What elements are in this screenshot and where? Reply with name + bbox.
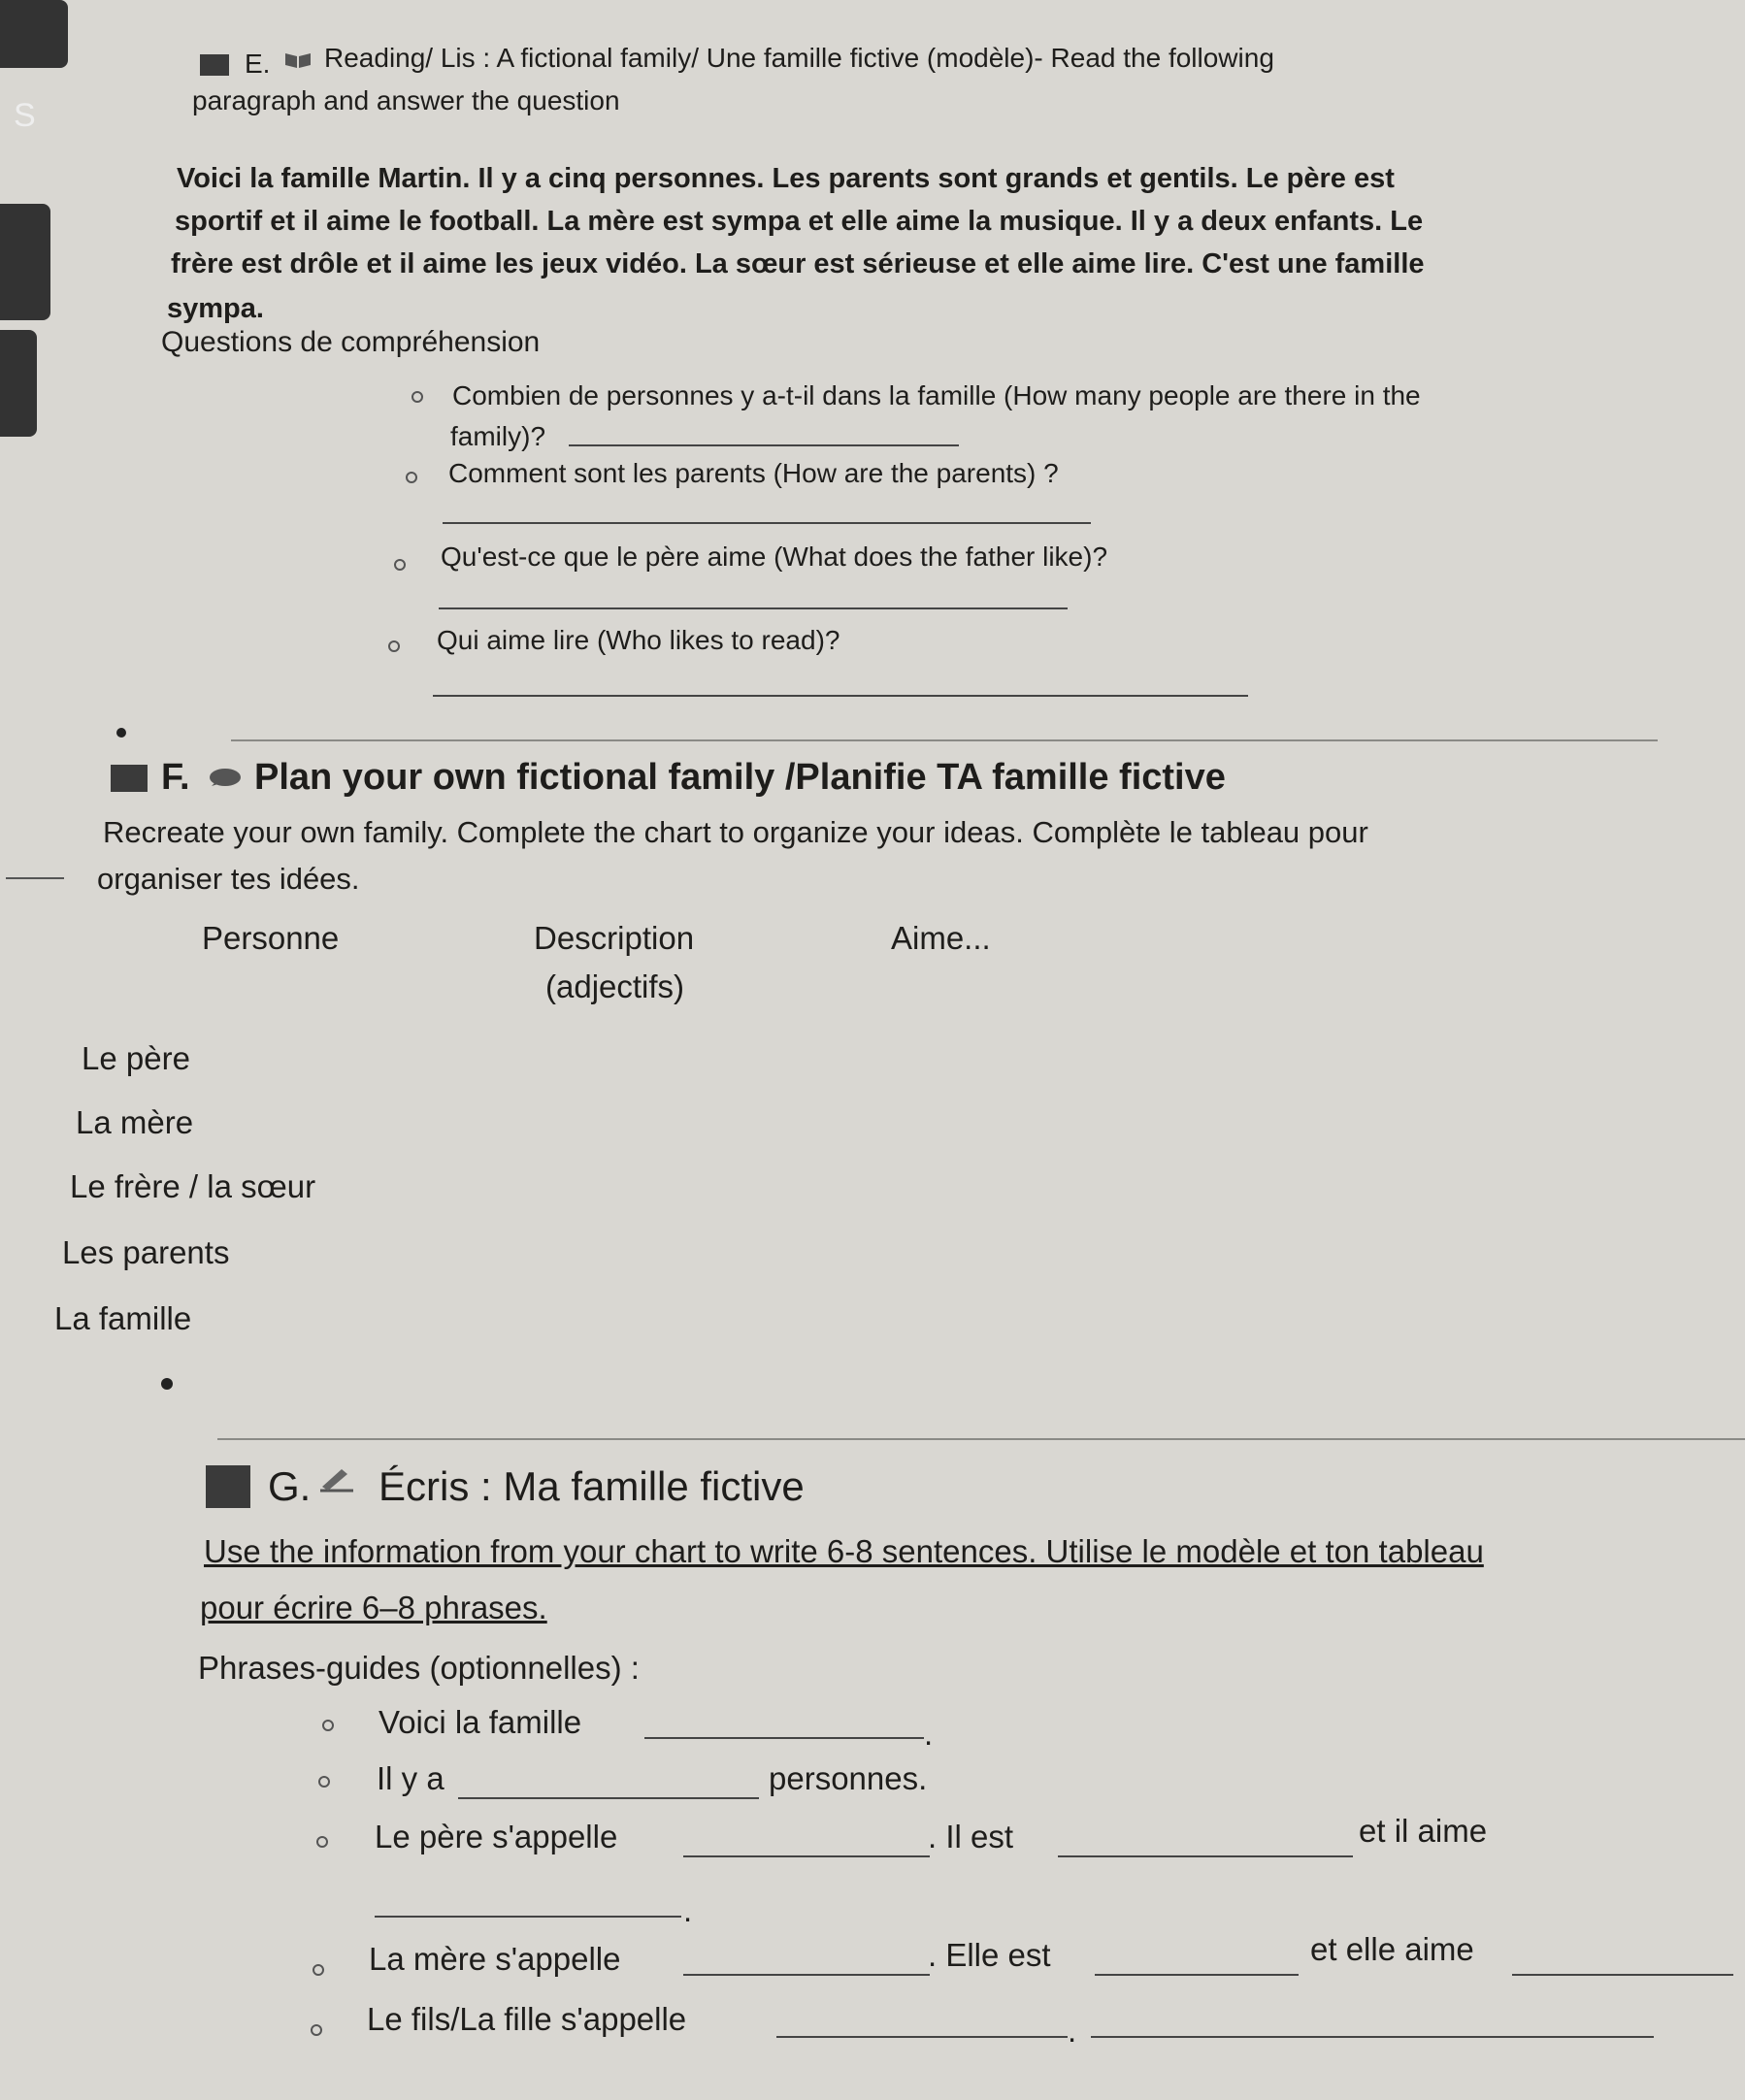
section-e-title-cont: paragraph and answer the question [192, 85, 620, 115]
binder-edge-top [0, 0, 68, 68]
section-g-title: Écris : Ma famille fictive [379, 1463, 805, 1509]
section-f-label: F. [161, 757, 190, 798]
section-divider-dot [116, 728, 126, 738]
guide-3-blank-likes[interactable] [375, 1916, 681, 1918]
binder-edge-mid [0, 204, 50, 320]
section-e-label: E. [245, 49, 271, 79]
section-g-instructions: Use the information from your chart to write 6-8 sentences. Utilise le modèle et ton tableau [204, 1533, 1484, 1569]
guide-5-text: Le fils/La fille s'appelle [367, 2001, 687, 2037]
column-subheader-adjectives: (adjectifs) [545, 968, 685, 1004]
guide-3-blank-name[interactable] [683, 1855, 930, 1857]
speech-bubble-icon [204, 767, 243, 792]
question-bullet [412, 391, 423, 403]
guide-bullet [322, 1720, 334, 1731]
guide-bullet [313, 1964, 324, 1976]
chart-row-mother: La mère [76, 1104, 194, 1140]
guides-heading: Phrases-guides (optionnelles) : [198, 1650, 640, 1686]
guide-4-text-end: et elle aime [1310, 1931, 1474, 1967]
question-1-cont: family)? [450, 421, 546, 451]
question-3: Qu'est-ce que le père aime (What does the father like)? [441, 541, 1108, 572]
answer-line-3[interactable] [439, 607, 1068, 609]
guide-1-blank[interactable] [644, 1737, 924, 1739]
guide-bullet [311, 2024, 322, 2036]
chart-row-sibling: Le frère / la sœur [70, 1168, 316, 1204]
section-g-label: G. [268, 1463, 312, 1509]
guide-4-text: La mère s'appelle [369, 1941, 621, 1977]
section-g-marker [206, 1465, 250, 1508]
guide-1-period: . [924, 1716, 934, 1752]
reading-paragraph-line-2: sportif et il aime le football. La mère est sympa et elle aime la musique. Il y a deux enfants. Le [175, 206, 1424, 237]
guide-2-blank[interactable] [458, 1797, 759, 1799]
section-divider-dot [161, 1378, 173, 1390]
section-f-instructions-cont: organiser tes idées. [97, 862, 360, 896]
question-1: Combien de personnes y a-t-il dans la famille (How many people are there in the [452, 380, 1421, 410]
guide-5-blank-extra[interactable] [1091, 2036, 1654, 2038]
section-divider [217, 1438, 1745, 1440]
margin-mark [6, 877, 64, 879]
section-e-marker [200, 54, 229, 76]
reading-paragraph-line-1: Voici la famille Martin. Il y a cinq personnes. Les parents sont grands et gentils. Le père est [177, 163, 1395, 194]
book-icon [283, 50, 313, 70]
reading-paragraph-line-3: frère est drôle et il aime les jeux vidéo. La sœur est sérieuse et elle aime lire. C'est une famille [171, 248, 1425, 279]
question-bullet [406, 472, 417, 483]
guide-5-blank-name[interactable] [776, 2036, 1068, 2038]
chart-row-family: La famille [54, 1300, 192, 1336]
column-header-person: Personne [202, 920, 340, 956]
guide-4-blank-adj[interactable] [1095, 1974, 1299, 1976]
column-header-likes: Aime... [891, 920, 991, 956]
guide-1-text: Voici la famille [379, 1704, 582, 1740]
pencil-icon [316, 1465, 357, 1494]
guide-3-period: . [683, 1892, 693, 1928]
guide-3-blank-adj[interactable] [1058, 1855, 1353, 1857]
chart-row-father: Le père [82, 1040, 190, 1076]
guide-bullet [316, 1836, 328, 1848]
margin-letter: S [14, 97, 36, 134]
guide-2-text: Il y a [377, 1760, 444, 1796]
section-e-title: Reading/ Lis : A fictional family/ Une famille fictive (modèle)- Read the following [324, 43, 1274, 73]
section-f-marker [111, 765, 148, 792]
guide-4-text-mid: . Elle est [928, 1937, 1051, 1973]
answer-line-1[interactable] [569, 444, 959, 446]
questions-heading: Questions de compréhension [161, 326, 541, 358]
question-4: Qui aime lire (Who likes to read)? [437, 625, 840, 655]
chart-row-parents: Les parents [62, 1234, 230, 1270]
answer-line-4[interactable] [433, 695, 1248, 697]
guide-3-text-mid: . Il est [928, 1819, 1014, 1854]
guide-4-blank-name[interactable] [683, 1974, 930, 1976]
column-header-description: Description [534, 920, 695, 956]
guide-3-text: Le père s'appelle [375, 1819, 618, 1854]
question-bullet [394, 559, 406, 571]
binder-edge-low [0, 330, 37, 437]
guide-4-blank-likes[interactable] [1512, 1974, 1733, 1976]
question-bullet [388, 640, 400, 652]
reading-paragraph-line-4: sympa. [167, 293, 264, 324]
guide-2-text-end: personnes. [769, 1760, 928, 1796]
section-f-instructions: Recreate your own family. Complete the chart to organize your ideas. Complète le tableau pour [103, 815, 1368, 849]
guide-3-text-end: et il aime [1359, 1813, 1488, 1849]
question-2: Comment sont les parents (How are the parents) ? [448, 458, 1059, 488]
guide-bullet [318, 1776, 330, 1788]
answer-line-2[interactable] [443, 522, 1091, 524]
guide-5-period: . [1068, 2013, 1077, 2049]
section-f-title: Plan your own fictional family /Planifie TA famille fictive [254, 757, 1226, 798]
section-divider [231, 739, 1658, 741]
section-g-instructions-cont: pour écrire 6–8 phrases. [200, 1590, 547, 1625]
